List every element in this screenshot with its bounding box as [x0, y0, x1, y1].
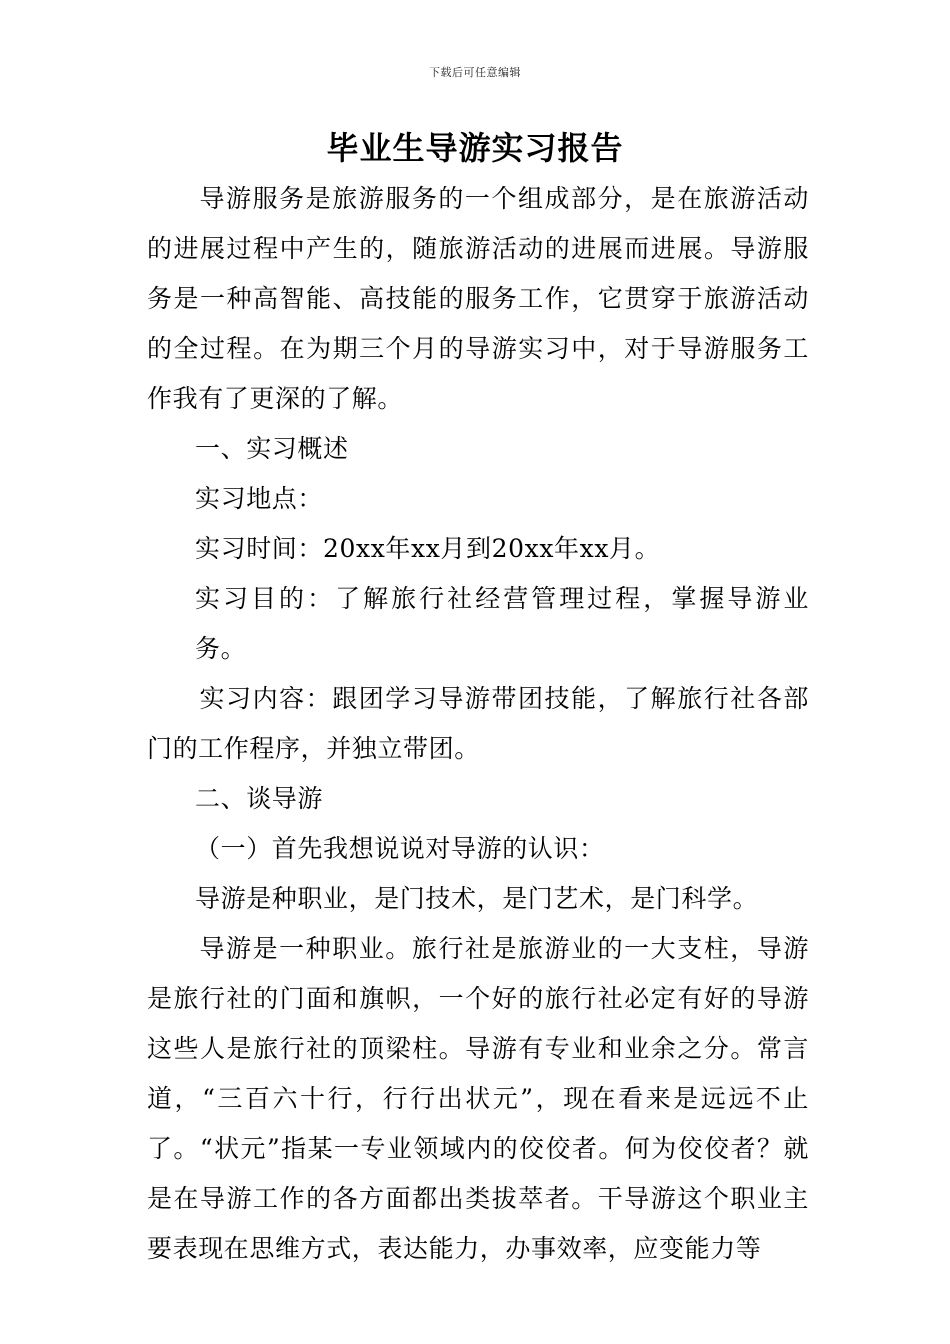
paragraph-purpose: 实习目的：了解旅行社经营管理过程，掌握导游业务。	[195, 584, 809, 663]
section-heading-overview: 一、实习概述	[195, 434, 349, 463]
document-title: 毕业生导游实习报告	[326, 129, 624, 167]
subsection-heading-understanding: （一）首先我想说说对导游的认识：	[195, 834, 605, 863]
document-body	[147, 174, 809, 1274]
paragraph-location: 实习地点：	[195, 484, 324, 513]
header-note: 下载后可任意编辑	[429, 66, 521, 79]
paragraph-intro: 导游服务是旅游服务的一个组成部分，是在旅游活动的进展过程中产生的，随旅游活动的进展而进展。导游服务是一种高智能、高技能的服务工作，它贯穿于旅游活动的全过程。在为期三个月的导游实习中，对于导游服务工作我有了更深的了解。	[147, 184, 809, 413]
paragraph-profession: 导游是一种职业。旅行社是旅游业的一大支柱，导游是旅行社的门面和旗帜，一个好的旅行社必定有好的导游这些人是旅行社的顶梁柱。导游有专业和业余之分。常言道，“三百六十行，行行出状元”，现在看来是远远不止了。“状元”指某一专业领域内的佼佼者。何为佼佼者？就是在导游工作的各方面都出类拔萃者。干导游这个职业主要表现在思维方式，表达能力，办事效率，应变能力等	[147, 934, 809, 1263]
paragraph-definition: 导游是种职业，是门技术，是门艺术，是门科学。	[195, 884, 759, 913]
section-heading-guide: 二、谈导游	[195, 784, 324, 813]
paragraph-content: 实习内容：跟团学习导游带团技能，了解旅行社各部门的工作程序，并独立带团。	[147, 684, 809, 763]
paragraph-time: 实习时间：20xx年xx月到20xx年xx月。	[195, 534, 661, 563]
